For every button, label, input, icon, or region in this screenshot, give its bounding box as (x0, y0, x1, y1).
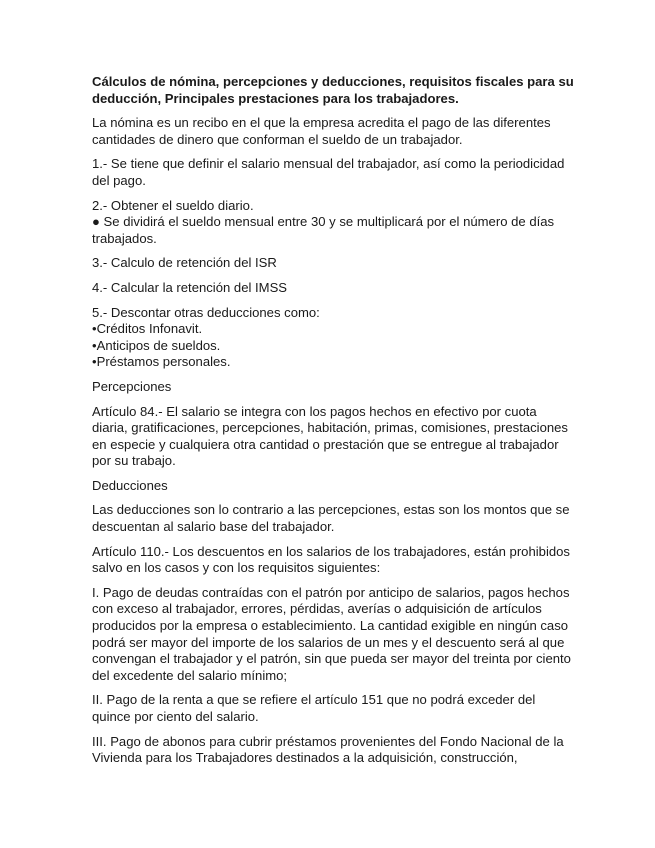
text-line: salvo en los casos y con los requisitos siguientes: (92, 560, 381, 576)
text-line: ● Se dividirá el sueldo mensual entre 30 y se multiplicará por el número de días (92, 214, 555, 230)
text-line: 5.- Descontar otras deducciones como: (92, 304, 320, 320)
text-line: podrá ser mayor del importe de los salarios de un mes y el descuento será al que (92, 634, 565, 650)
title-line: Cálculos de nómina, percepciones y deducciones, requisitos fiscales para su (92, 74, 574, 89)
text-line: II. Pago de la renta a que se refiere el artículo 151 que no podrá exceder del (92, 692, 536, 708)
paragraph-step-2 (92, 198, 595, 248)
text-line: trabajados. (92, 230, 157, 246)
heading-percepciones (92, 379, 595, 396)
paragraph-intro (92, 115, 595, 148)
text-line: descuentan al salario base del trabajador. (92, 519, 335, 535)
text-line: III. Pago de abonos para cubrir préstamos provenientes del Fondo Nacional de la (92, 733, 564, 749)
list-item: •Anticipos de sueldos. (92, 337, 221, 353)
text-line: en especie y cualquiera otra cantidad o prestación que se entregue al trabajador (92, 436, 559, 452)
text-line: Las deducciones son lo contrario a las percepciones, estas son los montos que se (92, 502, 570, 518)
paragraph-step-5 (92, 305, 595, 371)
list-item: •Créditos Infonavit. (92, 321, 203, 337)
text-line: 1.- Se tiene que definir el salario mensual del trabajador, así como la periodicidad (92, 156, 565, 172)
text-line: Artículo 84.- El salario se integra con los pagos hechos en efectivo por cuota (92, 403, 537, 419)
text-line: 4.- Calcular la retención del IMSS (92, 279, 288, 295)
text-line: La nómina es un recibo en el que la empresa acredita el pago de las diferentes (92, 115, 551, 131)
text-line: del excedente del salario mínimo; (92, 667, 288, 683)
text-line: quince por ciento del salario. (92, 709, 259, 724)
text-line: del pago. (92, 172, 146, 188)
list-item: •Préstamos personales. (92, 354, 231, 370)
text-line: Deducciones (92, 477, 168, 493)
heading-deducciones (92, 478, 595, 495)
text-line: cantidades de dinero que conforman el sueldo de un trabajador. (92, 131, 463, 147)
paragraph-step-1 (92, 156, 595, 189)
text-line: Vivienda para los Trabajadores destinados a la adquisición, construcción, (92, 750, 518, 766)
text-line: por su trabajo. (92, 453, 176, 469)
text-line: diaria, gratificaciones, percepciones, habitación, primas, comisiones, prestaciones (92, 420, 568, 436)
text-line: producidos por la empresa o establecimiento. La cantidad exigible en ningún caso (92, 618, 569, 634)
text-line: 3.- Calculo de retención del ISR (92, 255, 277, 271)
text-line: Percepciones (92, 378, 172, 394)
paragraph-deducciones (92, 502, 595, 535)
document-title (92, 74, 595, 107)
paragraph-fraccion-3 (92, 734, 595, 767)
title-line: deducción, Principales prestaciones para los trabajadores. (92, 90, 459, 106)
paragraph-fraccion-2 (92, 692, 595, 725)
paragraph-articulo-84 (92, 404, 595, 470)
paragraph-fraccion-1 (92, 585, 595, 685)
text-line: I. Pago de deudas contraídas con el patrón por anticipo de salarios, pagos hechos (92, 584, 570, 600)
text-line: Artículo 110.- Los descuentos en los salarios de los trabajadores, están prohibidos (92, 543, 570, 559)
text-line: convengan el trabajador y el patrón, sin que pueda ser mayor del treinta por ciento (92, 651, 571, 667)
paragraph-step-4 (92, 280, 595, 297)
text-line: con exceso al trabajador, errores, pérdidas, averías o adquisición de artículos (92, 601, 542, 617)
paragraph-step-3 (92, 255, 595, 272)
paragraph-articulo-110 (92, 544, 595, 577)
text-line: 2.- Obtener el sueldo diario. (92, 197, 254, 213)
